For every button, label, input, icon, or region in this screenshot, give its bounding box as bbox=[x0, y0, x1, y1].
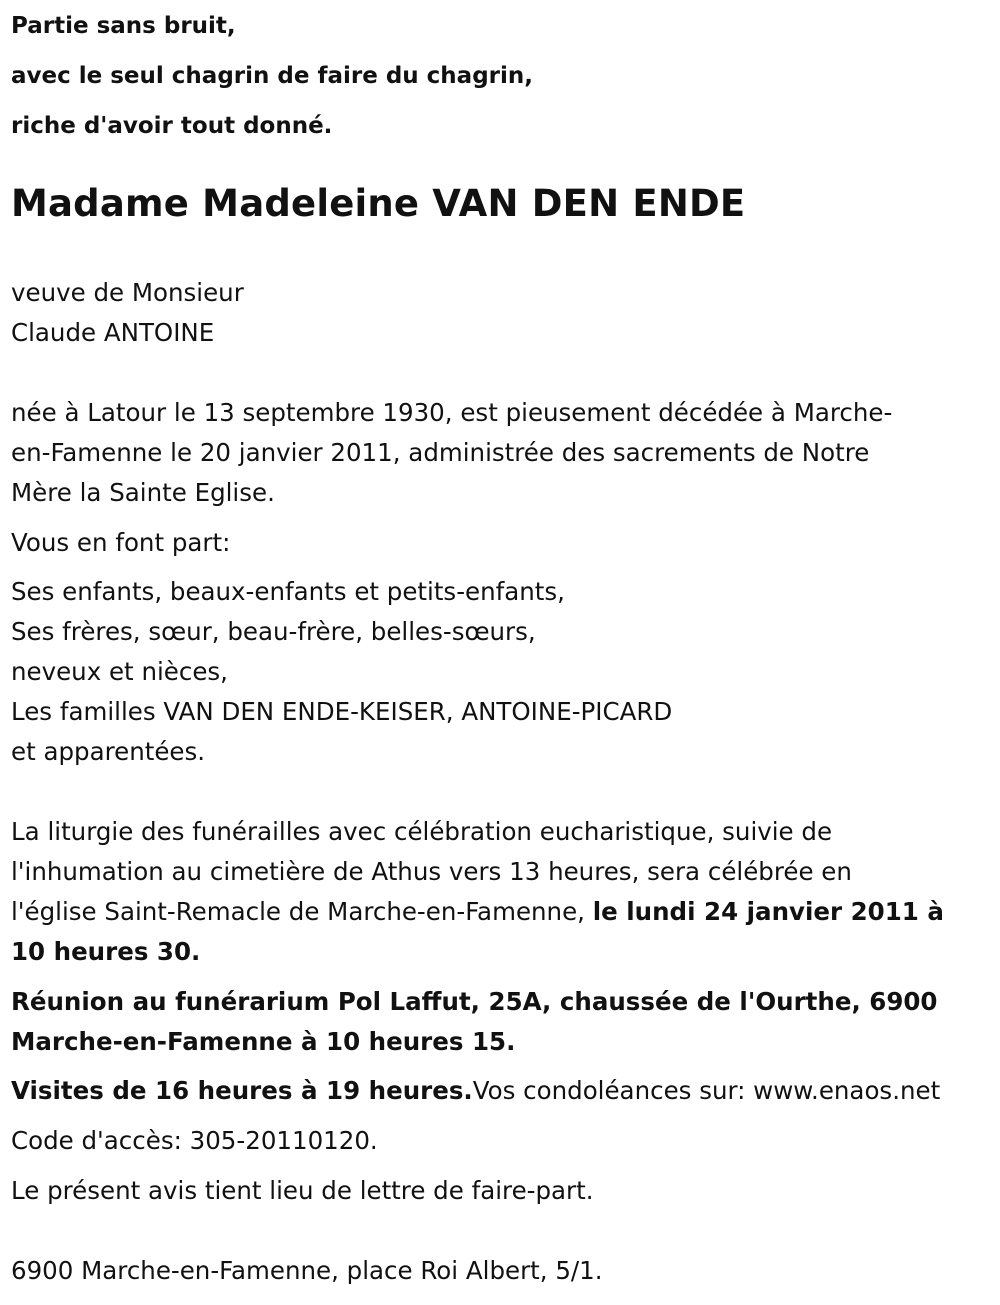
family-line-4: Les familles VAN DEN ENDE-KEISER, ANTOINE-PICARD bbox=[11, 697, 673, 726]
widow-line-1: veuve de Monsieur bbox=[11, 278, 244, 307]
liturgy-time-text: 10 heures 30. bbox=[11, 937, 201, 966]
liturgy-line-2: l'inhumation au cimetière de Athus vers 13 heures, sera célébrée en bbox=[11, 857, 852, 886]
notice-text: Le présent avis tient lieu de lettre de faire-part. bbox=[11, 1176, 594, 1205]
meeting-line-2: Marche-en-Famenne à 10 heures 15. bbox=[11, 1027, 516, 1056]
visits-hours: Visites de 16 heures à 19 heures. bbox=[11, 1076, 473, 1105]
family-line-5: et apparentées. bbox=[11, 737, 206, 766]
family-line-3: neveux et nièces, bbox=[11, 657, 228, 686]
poem-line-3: riche d'avoir tout donné. bbox=[11, 113, 333, 139]
birth-death-line-3: Mère la Sainte Eglise. bbox=[11, 478, 275, 507]
liturgy-date-text: le lundi 24 janvier 2011 à bbox=[592, 897, 944, 926]
widow-line-2: Claude ANTOINE bbox=[11, 318, 215, 347]
address-text: 6900 Marche-en-Famenne, place Roi Albert, 5/1. bbox=[11, 1256, 603, 1285]
liturgy-line-1: La liturgie des funérailles avec célébration eucharistique, suivie de bbox=[11, 817, 833, 846]
poem-line-1: Partie sans bruit, bbox=[11, 13, 236, 39]
family-line-2: Ses frères, sœur, beau-frère, belles-sœurs, bbox=[11, 617, 536, 646]
announce-line: Vous en font part: bbox=[11, 528, 231, 557]
condolences-text: Vos condoléances sur: www.enaos.net bbox=[472, 1076, 941, 1105]
meeting-line-1: Réunion au funérarium Pol Laffut, 25A, chaussée de l'Ourthe, 6900 bbox=[11, 987, 938, 1016]
family-line-1: Ses enfants, beaux-enfants et petits-enfants, bbox=[11, 577, 565, 606]
liturgy-church-text: l'église Saint-Remacle de Marche-en-Famenne, bbox=[11, 897, 593, 926]
access-code: Code d'accès: 305-20110120. bbox=[11, 1126, 378, 1155]
liturgy-line-3 bbox=[11, 897, 944, 927]
birth-death-line-1: née à Latour le 13 septembre 1930, est pieusement décédée à Marche- bbox=[11, 398, 893, 427]
visits-line bbox=[11, 1076, 940, 1106]
poem-line-2: avec le seul chagrin de faire du chagrin, bbox=[11, 63, 534, 89]
deceased-name: Madame Madeleine VAN DEN ENDE bbox=[11, 182, 746, 225]
birth-death-line-2: en-Famenne le 20 janvier 2011, administrée des sacrements de Notre bbox=[11, 438, 870, 467]
